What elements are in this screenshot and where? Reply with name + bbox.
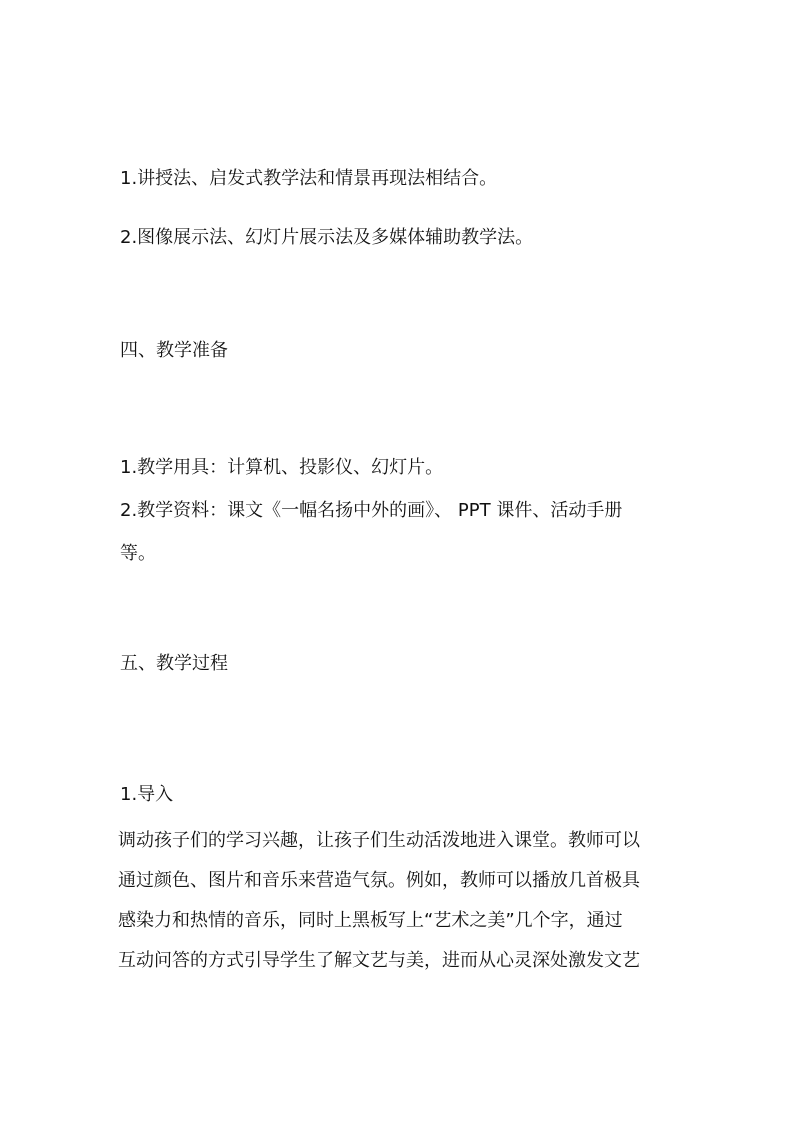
- preparation-item-1: 1.教学用具：计算机、投影仪、幻灯片。: [120, 457, 444, 478]
- intro-paragraph: [118, 825, 678, 985]
- paragraph-line: 感染力和热情的音乐，同时上黑板写上“艺术之美”几个字，通过: [118, 910, 623, 931]
- method-item-1: 1.讲授法、启发式教学法和情景再现法相结合。: [120, 168, 498, 189]
- preparation-item-2-continued: 等。: [120, 543, 156, 564]
- section-heading-preparation: 四、教学准备: [120, 340, 228, 361]
- paragraph-line: 互动问答的方式引导学生了解文艺与美，进而从心灵深处激发文艺: [118, 950, 640, 971]
- process-subheading-intro: 1.导入: [120, 784, 174, 805]
- method-item-2: 2.图像展示法、幻灯片展示法及多媒体辅助教学法。: [120, 227, 534, 248]
- section-heading-process: 五、教学过程: [120, 653, 228, 674]
- paragraph-line: 通过颜色、图片和音乐来营造气氛。例如，教师可以播放几首极具: [118, 870, 640, 891]
- paragraph-line: 调动孩子们的学习兴趣，让孩子们生动活泼地进入课堂。教师可以: [118, 830, 640, 851]
- preparation-item-2: 2.教学资料：课文《一幅名扬中外的画》、 PPT 课件、活动手册: [120, 500, 623, 521]
